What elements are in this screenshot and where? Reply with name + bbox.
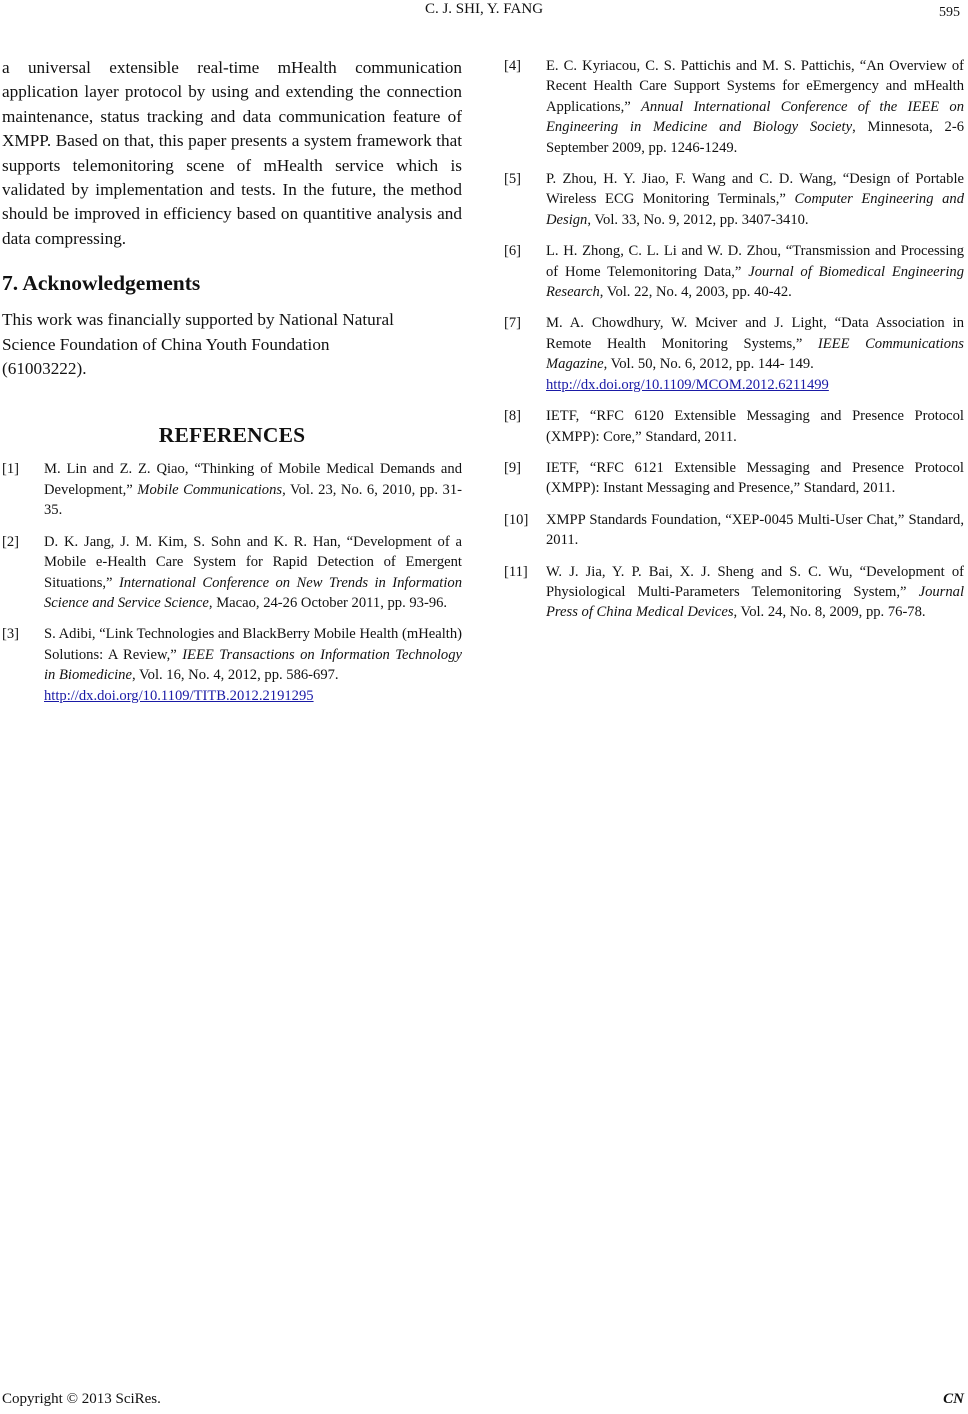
reference-text: D. K. Jang, J. M. Kim, S. Sohn and K. R. Han, “Development of a Mobile e-Health Care System for Rapid Detection of Emergent Situations,”	[44, 533, 462, 591]
references-heading: REFERENCES	[158, 423, 306, 448]
reference-details: , Minnesota, 2-6 September 2009, pp. 1246-1249.	[546, 119, 964, 156]
running-head-authors: C. J. SHI, Y. FANG	[424, 1, 544, 17]
conclusion-paragraph: a universal extensible real-time mHealth communication application layer protocol by using and extending the connection maintenance, status tracking and data communication feature of XMPP. Based on that, this paper presents a system framework that supports telemonitoring scene of mHealth service which is validated by implementation and tests. In the future, the method should be improved in efficiency based on quantitive analysis and data compressing.	[2, 58, 462, 248]
reference-source-title: Mobile Communications	[137, 481, 283, 498]
reference-number: [5]	[504, 171, 522, 188]
ack-line: Science Foundation of China Youth Foundation	[2, 334, 330, 354]
acknowledgements-text	[2, 308, 462, 381]
reference-text: E. C. Kyriacou, C. S. Pattichis and M. S. Pattichis, “An Overview of Recent Health Care Support Systems for eEmergency and mHealth Applications,”	[546, 58, 964, 115]
reference-text: IETF, “RFC 6120 Extensible Messaging and Presence Protocol (XMPP): Core,” Standard, 2011.	[546, 408, 964, 445]
reference-item	[504, 313, 964, 395]
reference-text: M. A. Chowdhury, W. Mciver and J. Light, “Data Association in Remote Health Monitoring Systems,”	[546, 315, 964, 352]
reference-details: , Vol. 16, No. 4, 2012, pp. 586-697.	[131, 667, 339, 684]
right-column	[504, 56, 964, 634]
running-head	[0, 0, 968, 30]
reference-number: [3]	[2, 626, 20, 643]
reference-number: [2]	[2, 533, 20, 550]
reference-number: [6]	[504, 243, 522, 260]
reference-number: [10]	[504, 511, 529, 528]
reference-source-title: Computer Engineering and Design	[546, 191, 964, 228]
reference-number: [7]	[504, 315, 522, 332]
reference-item	[504, 241, 964, 302]
ack-line: (61003222).	[2, 359, 87, 379]
reference-item	[504, 169, 964, 230]
reference-source-title: IEEE Transactions on Information Technology in Biomedicine	[44, 646, 462, 684]
reference-list-left	[2, 459, 462, 705]
page-number: 595	[939, 5, 960, 20]
reference-source-title: Annual International Conference of the IEEE on Engineering in Medicine and Biology Society	[546, 98, 964, 136]
reference-text: W. J. Jia, Y. P. Bai, X. J. Sheng and S. C. Wu, “Development of Physiological Multi-Parameters Telemonitoring System,”	[546, 563, 964, 600]
journal-abbrev: CN	[943, 1391, 964, 1407]
reference-number: [11]	[504, 563, 528, 580]
reference-number: [8]	[504, 408, 522, 425]
reference-details: , Vol. 24, No. 8, 2009, pp. 76-78.	[733, 604, 926, 621]
ack-line: This work was financially supported by National Natural	[2, 310, 394, 330]
reference-item	[504, 510, 964, 551]
reference-text: M. Lin and Z. Z. Qiao, “Thinking of Mobile Medical Demands and Development,”	[44, 461, 462, 498]
reference-details: , Vol. 33, No. 9, 2012, pp. 3407-3410.	[587, 211, 809, 228]
reference-details: , Vol. 22, No. 4, 2003, pp. 40-42.	[599, 284, 792, 301]
reference-text: S. Adibi, “Link Technologies and BlackBerry Mobile Health (mHealth) Solutions: A Review,”	[44, 626, 462, 663]
reference-source-title: IEEE Communications Magazine	[546, 335, 964, 373]
reference-text: P. Zhou, H. Y. Jiao, F. Wang and C. D. Wang, “Design of Portable Wireless ECG Monitoring Terminals,”	[546, 171, 964, 208]
reference-list-right	[504, 56, 964, 623]
reference-item	[2, 624, 462, 706]
reference-item	[504, 56, 964, 158]
reference-source-title: International Conference on New Trends in Information Science and Service Science	[44, 574, 462, 611]
copyright-notice: Copyright © 2013 SciRes.	[2, 1391, 161, 1407]
reference-number: [9]	[504, 459, 522, 476]
reference-item	[2, 459, 462, 520]
reference-details: , Macao, 24-26 October 2011, pp. 93-96.	[208, 594, 448, 611]
reference-source-title: Journal of Biomedical Engineering Research	[546, 263, 964, 301]
reference-details: , Vol. 50, No. 6, 2012, pp. 144- 149.	[603, 356, 814, 373]
reference-item	[504, 458, 964, 499]
reference-number: [4]	[504, 58, 522, 74]
reference-text: L. H. Zhong, C. L. Li and W. D. Zhou, “Transmission and Processing of Home Telemonitoring Data,”	[546, 243, 964, 280]
reference-text: XMPP Standards Foundation, “XEP-0045 Multi-User Chat,” Standard, 2011.	[546, 511, 964, 549]
left-column	[2, 56, 462, 717]
reference-item	[504, 406, 964, 447]
acknowledgements-heading: 7. Acknowledgements	[2, 271, 201, 296]
reference-number: [1]	[2, 461, 20, 478]
page-footer	[2, 1391, 964, 1408]
reference-details: , Vol. 23, No. 6, 2010, pp. 31-35.	[44, 481, 462, 519]
reference-item	[504, 562, 964, 623]
reference-item	[2, 532, 462, 614]
reference-source-title: Journal Press of China Medical Devices	[546, 583, 964, 621]
reference-doi-link[interactable]: http://dx.doi.org/10.1109/MCOM.2012.6211499	[546, 376, 829, 393]
reference-text: IETF, “RFC 6121 Extensible Messaging and Presence Protocol (XMPP): Instant Messaging and Presence,” Standard, 2011.	[546, 459, 964, 497]
reference-doi-link[interactable]: http://dx.doi.org/10.1109/TITB.2012.2191295	[44, 687, 314, 704]
